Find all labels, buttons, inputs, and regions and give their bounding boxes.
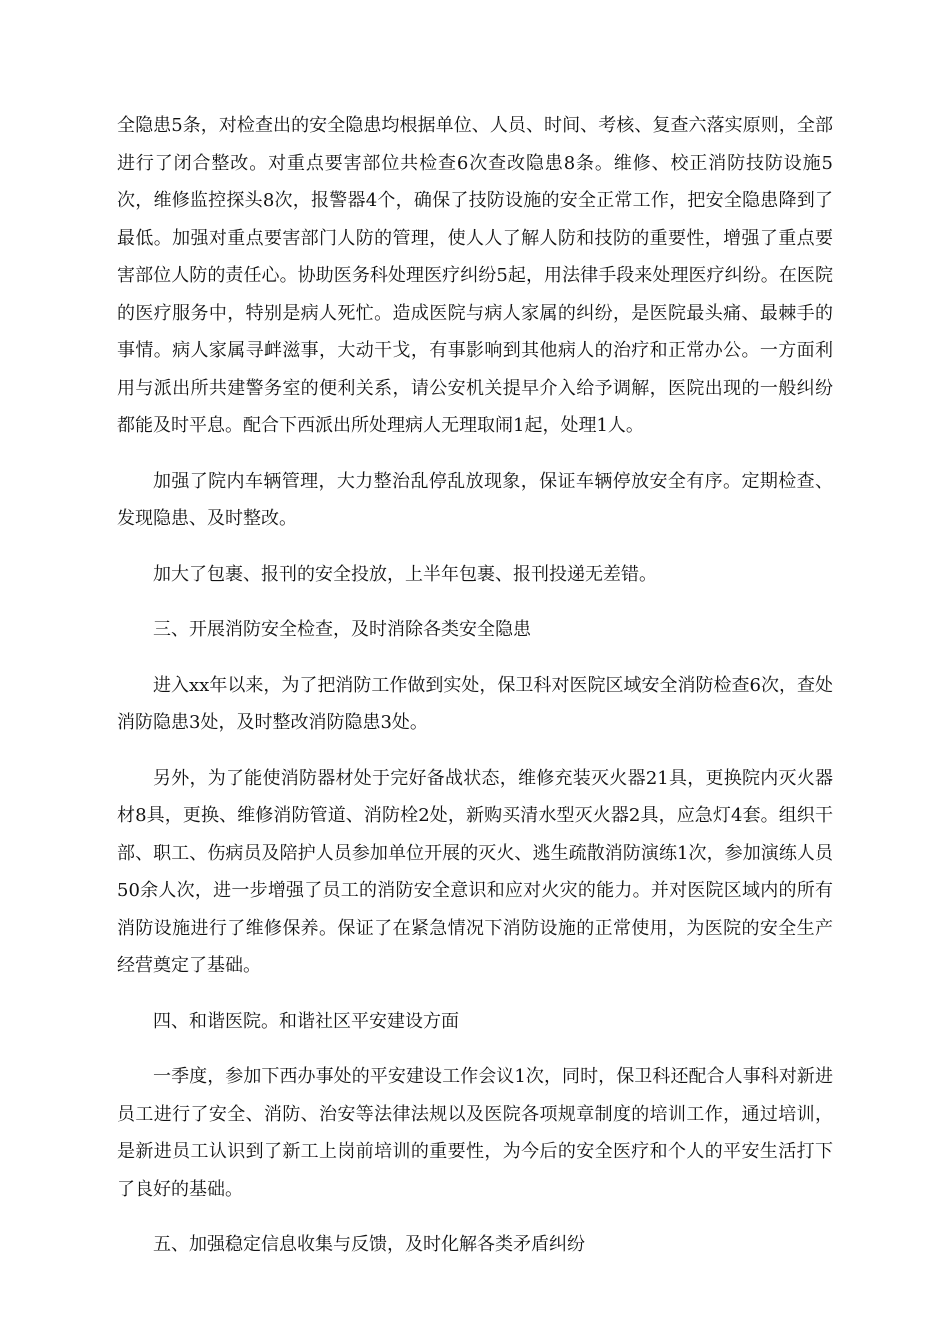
paragraph-fire-inspections: 进入xx年以来，为了把消防工作做到实处，保卫科对医院区域安全消防检查6次，查处消防隐患3处，及时整改消防隐患3处。: [117, 674, 833, 733]
document-body: [117, 107, 833, 1282]
section-heading-fire-safety: 三、开展消防安全检查，及时消除各类安全隐患: [153, 619, 531, 640]
paragraph-security-hazards: 全隐患5条，对检查出的安全隐患均根据单位、人员、时间、考核、复查六落实原则，全部进行了闭合整改。对重点要害部位共检查6次查改隐患8条。维修、校正消防技防设施5次，维修监控探头8次，报警器4个，确保了技防设施的安全正常工作，把安全隐患降到了最低。加强对重点要害部门人防的管理，使人人了解人防和技防的重要性，增强了重点要害部位人防的责任心。协助医务科处理医疗纠纷5起，用法律手段来处理医疗纠纷。在医院的医疗服务中，特别是病人死忙。造成医院与病人家属的纠纷，是医院最头痛、最棘手的事情。病人家属寻衅滋事，大动干戈，有事影响到其他病人的治疗和正常办公。一方面利用与派出所共建警务室的便利关系，请公安机关提早介入给予调解，医院出现的一般纠纷都能及时平息。配合下西派出所处理病人无理取闹1起，处理1人。: [117, 115, 833, 436]
paragraph-parcel-delivery: 加大了包裹、报刊的安全投放，上半年包裹、报刊投递无差错。: [153, 563, 657, 585]
section-heading-stability-info: 五、加强稳定信息收集与反馈，及时化解各类矛盾纠纷: [153, 1234, 585, 1255]
paragraph-vehicle-management: 加强了院内车辆管理，大力整治乱停乱放现象，保证车辆停放安全有序。定期检查、发现隐患、及时整改。: [117, 470, 833, 529]
paragraph-safety-training: 一季度，参加下西办事处的平安建设工作会议1次，同时，保卫科还配合人事科对新进员工进行了安全、消防、治安等法律法规以及医院各项规章制度的培训工作，通过培训，是新进员工认识到了新工上岗前培训的重要性，为今后的安全医疗和个人的平安生活打下了良好的基础。: [117, 1066, 833, 1200]
paragraph-fire-equipment: 另外，为了能使消防器材处于完好备战状态，维修充装灭火器21具，更换院内灭火器材8具，更换、维修消防管道、消防栓2处，新购买清水型灭火器2具，应急灯4套。组织干部、职工、伤病员及陪护人员参加单位开展的灭火、逃生疏散消防演练1次，参加演练人员50余人次，进一步增强了员工的消防安全意识和应对火灾的能力。并对医院区域内的所有消防设施进行了维修保养。保证了在紧急情况下消防设施的正常使用，为医院的安全生产经营奠定了基础。: [117, 767, 833, 976]
section-heading-harmonious-hospital: 四、和谐医院。和谐社区平安建设方面: [153, 1010, 459, 1032]
